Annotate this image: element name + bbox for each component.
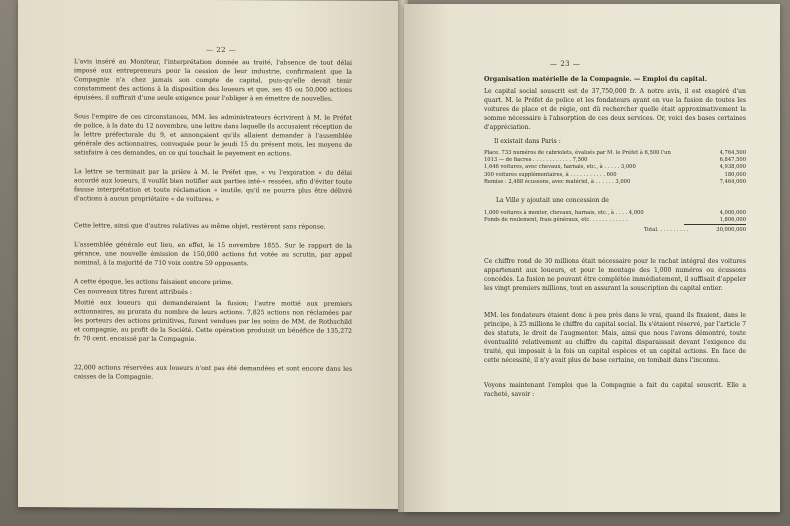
row-amount: 4,938,000 [719,164,746,171]
table-total-row [484,227,746,234]
paragraph: Le capital social souscrit est de 37,750,000 fr. A notre avis, il est exagéré d'un quart. M. le Préfet de police et les fondateurs ayant en vue la fusion de toutes les voitures de place et de régie, ont dû rechercher quelle était approximativement la somme nécessaire à l'absorption de ces deux services. Or, voici des bases certaines d'appréciation. [484,88,746,131]
paragraph: Voyons maintenant l'emploi que la Compagnie a fait du capital souscrit. Elle a racheté, savoir : [484,382,746,398]
paragraph: 22,000 actions réservées aux loueurs n'ont pas été demandées et sont encore dans les caisses de la Compagnie. [74,364,352,381]
row-description: Place. 733 numéros de cabriolets, évalués par M. le Préfet à 6,500 l'un [484,150,671,156]
table-row [484,217,746,224]
total-label: Total. . . . . . . . . . [644,227,689,234]
row-description: 1,000 voitures à monter, chevaux, harnais, etc., à . . . . 4,000 [484,210,644,216]
right-page [404,4,780,512]
paragraph: Cette lettre, ainsi que d'autres relatives au même objet, restèrent sans réponse. [74,222,326,231]
left-page [18,0,402,509]
paragraph: MM. les fondateurs étaient donc à peu près dans le vrai, quand ils fixaient, dans le principe, à 25 millions le chiffre du capital social. Ils s'étaient réservé, par l'article 7 des statuts, le droit de l'augmenter. Mais, ainsi que nous l'avons démontré, toute éventualité relativement au chiffre du capital disparaissait devant l'exigence du traité, qui imposait à la fois un capital espèces et un capital actions. En face de cette nécessité, il n'y avait plus de base certaine, on tombait dans l'inconnu. [484,312,746,364]
table-row [484,172,746,179]
paragraph: Ces nouveaux titres furent attribués : [74,288,193,296]
row-description: Fonds de roulement, frais généraux, etc. . . . . . . . . . . . [484,217,628,224]
paragraph: A cette époque, les actions faisaient encore prime. [74,278,234,287]
paragraph: L'avis inséré au Moniteur, l'interprétation donnée au traité, l'absence de tout délai imposé aux entrepreneurs pour la cession de leur industrie, confirmaient que la Compagnie n'a chez jamais son compte de capital, puis-qu'elle devait tenir constamment des actions à la disposition des loueurs et que, ses 45 ou 50,000 actions épuisées, il suffirait d'une seule exigence pour l'obliger à en émettre de nouvelles. [74,58,352,104]
page-number-right: — 23 — [550,60,581,68]
row-amount: 180,000 [724,171,746,178]
concession-intro: La Ville y ajoutait une concession de [496,197,609,204]
table-row [484,164,746,171]
table-row [484,150,746,157]
row-amount: 1,806,000 [719,217,746,224]
paragraph: Moitié aux loueurs qui demanderaient la fusion; l'autre moitié aux premiers actionnaires, au prorata du nombre de leurs actions. 7,825 actions non réclamées par les porteurs des actions primitives, furent vendues par les soins de MM. de Rothschild et compagnie, au profit de la Société. Cette opération produisit un bénéfice de 135,272 fr. 70 cent. encaissé par la Compagnie. [74,299,352,344]
row-amount: 4,000,000 [719,210,746,216]
row-description: 300 voitures supplémentaires, à . . . . . . . . . . . 600 [484,171,617,178]
row-amount: 7,464,000 [719,178,746,185]
row-amount: 6,847,500 [719,157,746,164]
total-rule [684,224,746,225]
paragraph: La lettre se terminait par la prière à M. le Préfet que, « vu l'expiration « du délai accordé aux loueurs, il voulût bien notifier aux parties inté-« ressées, afin d'éviter toute fausse interprétation et toute réclamation « inutile, qu'il ne pourra plus être délivré d'actions à aucun propriétaire « de voitures. » [74,168,352,204]
page-number-left: — 22 — [206,45,237,55]
row-amount: 4,764,500 [719,150,746,156]
paragraph: Ce chiffre rond de 30 millions était nécessaire pour le rachat intégral des voitures appartenant aux loueurs, et pour le montage des 1,000 numéros ou écussons concédés. La fusion ne pouvant être complétée immédiatement, il suffisait d'appeler les vingt premiers millions, tout en assurant la souscription du capital entier. [484,258,746,292]
paragraph: Sous l'empire de ces circonstances, MM. les administrateurs écrivirent à M. le Préfet de police, à la date du 12 novembre, une lettre dans laquelle ils accusaient réception de la lettre préfectorale du 9, et annonçaient qu'ils allaient demander à l'assemblée générale des actionnaires, convoquée pour le jeudi 15 du présent mois, les moyens de satisfaire à ces demandes, en ce qui touchait le payement en actions. [74,113,352,158]
paragraph: L'assemblée générale eut lieu, en effet, le 15 novembre 1855. Sur le rapport de la gérance, une nouvelle émission de 150,000 actions fut votée au scrutin, par appel nominal, à la majorité de 710 voix contre 59 opposants. [74,241,352,268]
row-description: 1,646 voitures, avec chevaux, harnais, etc., à . . . . . 3,000 [484,164,636,171]
row-description: Remise : 2,488 écussons, avec matériel, à . . . . . . 3,000 [484,178,631,185]
list-intro: Il existait dans Paris : [494,138,561,145]
total-amount: 30,000,000 [716,227,746,234]
section-heading: Organisation matérielle de la Compagnie. — Emploi du capital. [484,76,707,83]
table-row [484,179,746,186]
paris-table [484,150,746,186]
row-description: 1013 — de fiacres . . . . . . . . . . . . 7,500 [484,157,588,164]
concession-table [484,210,746,235]
